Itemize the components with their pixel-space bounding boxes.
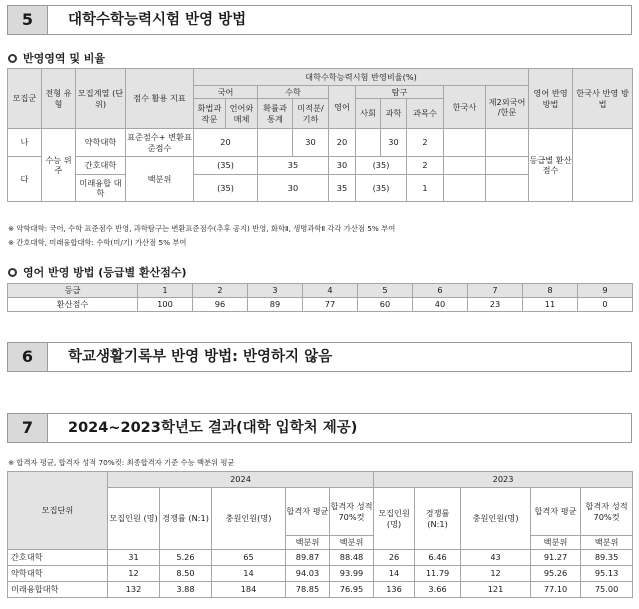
grade-cell: 4	[303, 284, 358, 298]
header-year-2023: 2023	[374, 472, 633, 488]
header-second-lang: 제2외국어 /한문	[486, 86, 529, 129]
cell-r3-cnt: 1	[407, 175, 444, 202]
table-row: 미래융합대학 132 3.88 184 78.85 76.95 136 3.66 121 77.10 75.00	[8, 582, 633, 598]
header-year-2024: 2024	[108, 472, 374, 488]
grade-cell: 8	[523, 284, 578, 298]
header-english: 영어	[329, 86, 356, 129]
score-cell: 0	[578, 298, 633, 312]
header-quota: 모집인원 (명)	[108, 488, 160, 550]
score-cell: 77	[303, 298, 358, 312]
cell-group-na: 나	[8, 129, 42, 157]
header-k2: 언어와 매체	[226, 99, 258, 129]
cell-r1-kor: 20	[194, 129, 258, 157]
cell-unit-nursing: 간호대학	[76, 157, 126, 175]
section-6-header	[7, 342, 632, 372]
grade-cell: 9	[578, 284, 633, 298]
header-competition: 경쟁률 (N:1)	[160, 488, 212, 550]
header-k1: 화법과 작문	[194, 99, 226, 129]
section-number: 5	[8, 6, 48, 34]
circle-bullet-icon	[8, 54, 17, 63]
section-7-header	[7, 413, 632, 443]
header-type: 전형 유형	[42, 69, 76, 129]
header-fill: 충원인원(명)	[212, 488, 286, 550]
cell-r1-inq: 30	[381, 129, 407, 157]
row-unit: 약학대학	[8, 566, 108, 582]
header-avg: 합격자 평균	[531, 488, 581, 536]
grade-cell: 1	[138, 284, 193, 298]
header-i1: 사회	[356, 99, 381, 129]
csat-ratio-table	[7, 68, 633, 202]
score-cell: 40	[413, 298, 468, 312]
section-5-header	[7, 5, 632, 35]
header-quota: 모집인원 (명)	[374, 488, 415, 550]
note-pharmacy: ※ 약학대학: 국어, 수학 표준점수 반영, 과학탐구는 변환표준점수(추후 공지) 반영, 화학Ⅱ, 생명과학Ⅱ 각각 가산점 5% 부여	[8, 224, 396, 233]
cell-r2-inq: (35)	[356, 157, 407, 175]
header-ratio: 대학수학능력시험 반영비율(%)	[194, 69, 529, 86]
cell-score-pct: 백분위	[126, 157, 194, 202]
subheading-ratio: 반영영역 및 비율	[8, 50, 105, 66]
header-avg: 합격자 평균	[286, 488, 330, 536]
header-history: 한국사	[444, 86, 486, 129]
grade-cell: 5	[358, 284, 413, 298]
section-number: 6	[8, 343, 48, 371]
header-eng-method: 영어 반영 방법	[529, 69, 573, 129]
table-row: 약학대학 12 8.50 14 94.03 93.99 14 11.79 12 95.26 95.13	[8, 566, 633, 582]
header-math: 수학	[258, 86, 329, 99]
cell-r3-eng: 35	[329, 175, 356, 202]
score-cell: 60	[358, 298, 413, 312]
cell-group-da: 다	[8, 157, 42, 202]
cell-unit-pharm: 약학대학	[76, 129, 126, 157]
grade-cell: 2	[193, 284, 248, 298]
row-unit: 미래융합대학	[8, 582, 108, 598]
header-competition: 경쟁률 (N:1)	[415, 488, 461, 550]
header-percentile: 백분위	[581, 536, 633, 550]
header-percentile: 백분위	[531, 536, 581, 550]
header-group: 모집군	[8, 69, 42, 129]
section-title: 2024~2023학년도 결과(대학 입학처 제공)	[68, 420, 358, 436]
header-hist-method: 한국사 반영 방법	[573, 69, 633, 129]
circle-bullet-icon	[8, 268, 17, 277]
header-i3: 과목수	[407, 99, 444, 129]
score-cell: 23	[468, 298, 523, 312]
header-unit: 모집계열 (단위)	[76, 69, 126, 129]
cell-eng-method: 등급별 환산 점수	[529, 129, 573, 202]
header-cut: 합격자 성적 70%컷	[330, 488, 374, 536]
header-i2: 과학	[381, 99, 407, 129]
cell-type: 수능 위주	[42, 129, 76, 202]
score-cell: 89	[248, 298, 303, 312]
header-unit: 모집단위	[8, 472, 108, 550]
header-inquiry: 탐구	[356, 86, 444, 99]
cell-r3-inq: (35)	[356, 175, 407, 202]
cell-r2-cnt: 2	[407, 157, 444, 175]
admission-results-table	[7, 471, 633, 598]
section-title: 대학수학능력시험 반영 방법	[68, 12, 247, 28]
header-grade: 등급	[8, 284, 138, 298]
cell-unit-future: 미래융합 대학	[76, 175, 126, 202]
cell-r3-math: 30	[258, 175, 329, 202]
grade-cell: 3	[248, 284, 303, 298]
english-grade-table	[7, 283, 633, 312]
cell-r1-cnt: 2	[407, 129, 444, 157]
header-score: 점수 활용 지표	[126, 69, 194, 129]
score-cell: 11	[523, 298, 578, 312]
header-percentile: 백분위	[330, 536, 374, 550]
header-korean: 국어	[194, 86, 258, 99]
table-row: 간호대학 31 5.26 65 89.87 88.48 26 6.46 43 91.27 89.35	[8, 550, 633, 566]
cell-r2-kor: (35)	[194, 157, 258, 175]
header-fill: 충원인원(명)	[461, 488, 531, 550]
cell-r2-math: 35	[258, 157, 329, 175]
note-results: ※ 합격자 평균, 합격자 성적 70%컷: 최종합격자 기준 수능 백분위 평균	[8, 458, 235, 467]
row-unit: 간호대학	[8, 550, 108, 566]
header-percentile: 백분위	[286, 536, 330, 550]
cell-r3-kor: (35)	[194, 175, 258, 202]
header-m1: 확률과 통계	[258, 99, 293, 129]
section-title: 학교생활기록부 반영 방법: 반영하지 않음	[68, 349, 333, 365]
header-cut: 합격자 성적 70%컷	[581, 488, 633, 536]
note-nursing: ※ 간호대학, 미래융합대학: 수학(미/기) 가산점 5% 부여	[8, 238, 187, 247]
cell-r2-eng: 30	[329, 157, 356, 175]
cell-score-std: 표준점수+ 변환표준점수	[126, 129, 194, 157]
score-cell: 100	[138, 298, 193, 312]
header-m2: 미적분/ 기하	[293, 99, 329, 129]
cell-r1-eng: 20	[329, 129, 356, 157]
cell-r1-math: 30	[293, 129, 329, 157]
score-cell: 96	[193, 298, 248, 312]
grade-cell: 6	[413, 284, 468, 298]
header-converted: 환산점수	[8, 298, 138, 312]
grade-cell: 7	[468, 284, 523, 298]
section-number: 7	[8, 414, 48, 442]
subheading-english: 영어 반영 방법 (등급별 환산점수)	[8, 264, 187, 280]
